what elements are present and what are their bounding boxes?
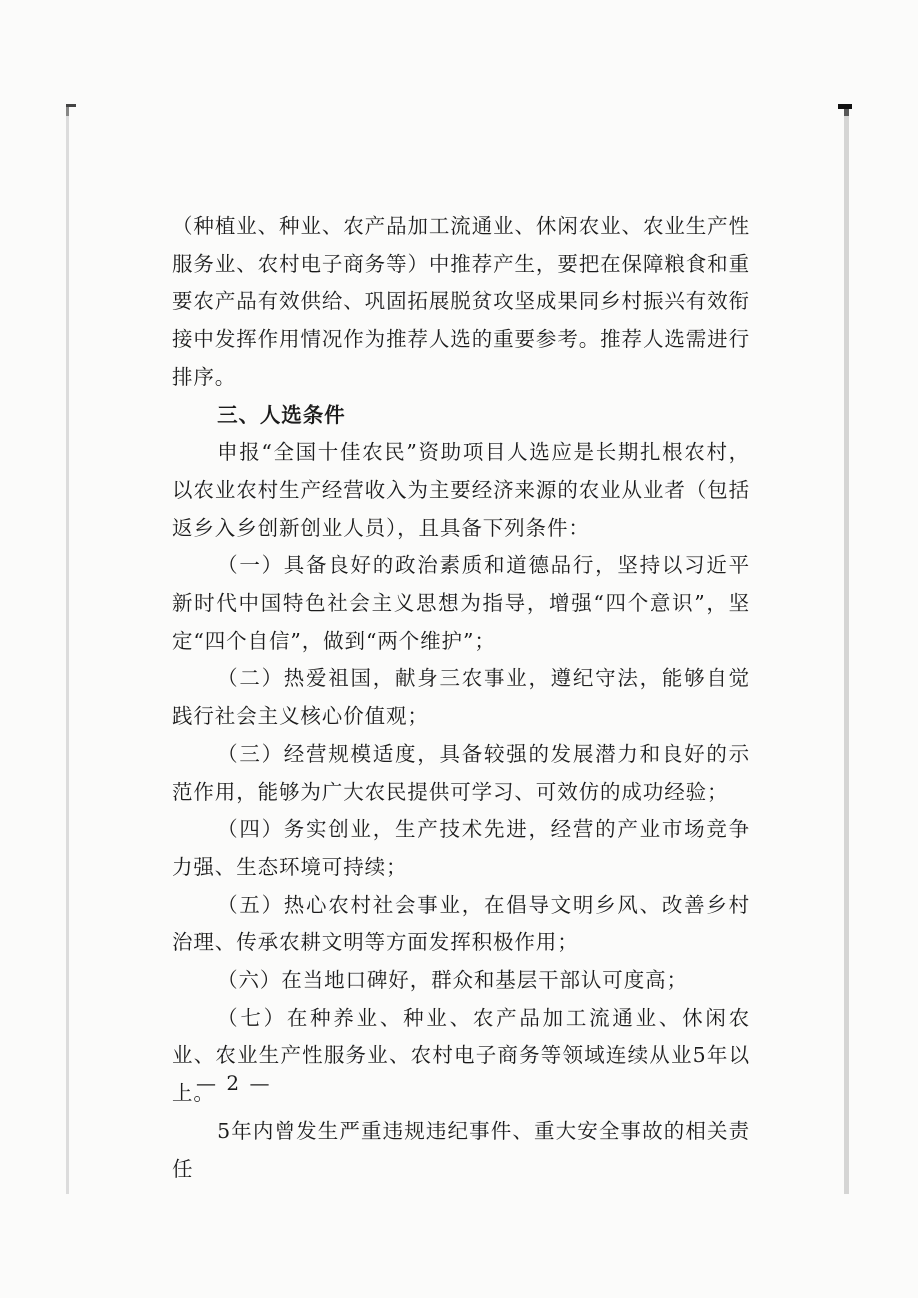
paragraph-intro: 申报“全国十佳农民”资助项目人选应是长期扎根农村，以农业农村生产经营收入为主要经济来源的农业从业者（包括返乡入乡创新创业人员），且具备下列条件： bbox=[172, 440, 750, 540]
condition-7: （七）在种养业、种业、农产品加工流通业、休闲农业、农业生产性服务业、农村电子商务等领域连续从业5年以上。 bbox=[172, 1005, 750, 1106]
paragraph-continued: （种植业、种业、农产品加工流通业、休闲农业、农业生产性服务业、农村电子商务等）中推荐产生，要把在保障粮食和重要农产品有效供给、巩固拓展脱贫攻坚成果同乡村振兴有效衔接中发挥作用情况作为推荐人选的重要参考。推荐人选需进行排序。 bbox=[172, 214, 750, 389]
section-heading-candidate-conditions: 三、人选条件 bbox=[217, 402, 346, 427]
scan-edge-left bbox=[66, 104, 69, 1194]
condition-4: （四）务实创业，生产技术先进，经营的产业市场竞争力强、生态环境可持续； bbox=[172, 817, 750, 879]
page-number: — 2 — bbox=[196, 1071, 272, 1095]
scan-edge-right bbox=[844, 104, 849, 1194]
condition-3: （三）经营规模适度，具备较强的发展潜力和良好的示范作用，能够为广大农民提供可学习、可效仿的成功经验； bbox=[172, 741, 750, 804]
scan-corner-mark-right bbox=[838, 104, 852, 109]
condition-1: （一）具备良好的政治素质和道德品行，坚持以习近平新时代中国特色社会主义思想为指导，增强“四个意识”，坚定“四个自信”，做到“两个维护”； bbox=[172, 553, 750, 653]
scan-corner-mark-left bbox=[66, 104, 76, 107]
paragraph-exclusion: 5年内曾发生严重违规违纪事件、重大安全事故的相关责任 bbox=[172, 1118, 750, 1181]
condition-2: （二）热爱祖国，献身三农事业，遵纪守法，能够自觉践行社会主义核心价值观； bbox=[172, 666, 750, 729]
document-body bbox=[172, 208, 750, 1188]
condition-5: （五）热心农村社会事业，在倡导文明乡风、改善乡村治理、传承农耕文明等方面发挥积极作用； bbox=[172, 892, 750, 955]
condition-6: （六）在当地口碑好，群众和基层干部认可度高； bbox=[217, 968, 688, 993]
